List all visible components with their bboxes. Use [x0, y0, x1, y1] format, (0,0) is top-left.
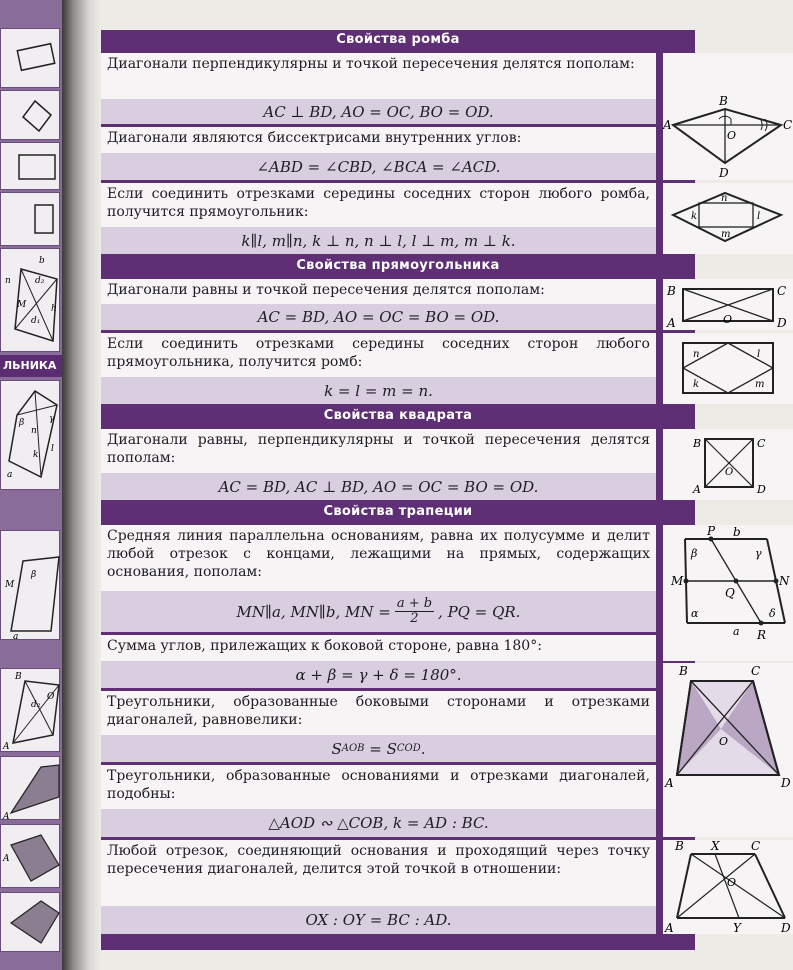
side-label-k: k	[691, 211, 698, 222]
vertex-label-b: B	[679, 664, 688, 678]
trapezoid-segment-box	[663, 840, 793, 934]
rectangle-property-1-formula: AC = BD, AO = OC = BO = OD.	[101, 304, 656, 330]
vertex-label-d: D	[757, 483, 766, 496]
area-end: .	[420, 739, 426, 758]
trapezoid-property-2-text: Сумма углов, прилежащих к боковой стороне, равна 180°:	[101, 635, 656, 661]
trapezoid-equal-areas-diagram	[663, 663, 793, 837]
rectangle-property-2-formula: k = l = m = n.	[101, 377, 656, 404]
base-label-b: b	[733, 525, 741, 539]
section-title-rectangle: Свойства прямоугольника	[101, 256, 695, 276]
base-label-a: a	[733, 625, 740, 638]
square-property-1-text: Диагонали равны, перпендикулярны и точкой пересечения делятся пополам:	[101, 429, 656, 473]
left-figure-box	[0, 756, 60, 820]
fraction-numerator: a + b	[396, 596, 433, 611]
left-figure-box	[0, 668, 60, 752]
trapezoid-property-5-text: Любой отрезок, соединяющий основания и проходящий через точку пересечения диагоналей, делится этой точкой в отношении:	[101, 840, 656, 906]
vertex-label-d: D	[777, 316, 787, 330]
vertex-label-d: D	[781, 921, 791, 935]
left-page-band	[0, 0, 62, 970]
vertex-label-a: A	[693, 483, 701, 496]
left-figure-box	[0, 892, 60, 952]
area-subscript-cod: COD	[396, 743, 421, 754]
left-label: a	[7, 470, 13, 480]
section-title-rhombus: Свойства ромба	[101, 30, 695, 50]
vertex-label-a: A	[665, 921, 674, 935]
midline-fraction	[395, 597, 434, 626]
left-figure-quadrilateral	[1, 249, 59, 351]
left-figure-parallelogram	[1, 91, 59, 139]
left-label: β	[31, 570, 37, 580]
trapezoid-property-1-formula	[101, 591, 656, 632]
rectangle-property-1-text: Диагонали равны и точкой пересечения делятся пополам:	[101, 279, 656, 304]
center-label-o: O	[727, 129, 737, 142]
rectangle-midpoints-diagram	[663, 333, 793, 404]
vertex-label-c: C	[751, 664, 761, 678]
trapezoid-midline-diagram	[663, 525, 793, 661]
trapezoid-property-4-formula: △AOD ∾ △COB, k = AD : BC.	[101, 809, 656, 837]
left-figure-kite	[1, 381, 59, 489]
vertex-label-d: D	[719, 166, 729, 180]
point-label-n: N	[779, 574, 790, 588]
rhombus-diagram-box	[663, 53, 793, 180]
left-figure-box	[0, 248, 60, 352]
point-label-y: Y	[733, 921, 741, 935]
point-label-r: R	[757, 628, 767, 642]
vertex-label-b: B	[675, 839, 684, 853]
point-label-m: M	[671, 574, 684, 588]
area-subscript-aob: AOB	[341, 743, 365, 754]
rhombus-property-2-text: Диагонали являются биссектрисами внутренних углов:	[101, 127, 656, 153]
center-label-o: O	[723, 313, 733, 326]
left-figure-shaded-1	[1, 757, 59, 822]
trapezoid-equal-areas-box	[663, 663, 793, 837]
left-label: d₁	[31, 316, 41, 326]
vertex-label-c: C	[783, 118, 793, 132]
area-equals: = S	[364, 739, 397, 758]
vertex-label-b: B	[667, 284, 676, 298]
point-label-x: X	[711, 839, 720, 853]
angle-label-alpha: α	[691, 607, 699, 620]
side-label-m: m	[755, 379, 765, 390]
left-label: β	[19, 418, 25, 428]
section-title-square: Свойства квадрата	[101, 406, 695, 426]
rhombus-property-1-formula: AC ⊥ BD, AO = OC, BO = OD.	[101, 99, 656, 124]
trapezoid-property-1-text: Средняя линия параллельна основаниям, равна их полусумме и делит любой отрезок с концами, лежащими на прямых, содержащих основания, пополам:	[101, 525, 656, 591]
side-label-l: l	[757, 211, 761, 222]
vertex-label-a: A	[667, 316, 676, 330]
rhombus-midpoints-box	[663, 183, 793, 254]
section-title-trapezoid: Свойства трапеции	[101, 502, 695, 522]
side-label-n: n	[721, 193, 728, 204]
trapezoid-midline-box	[663, 525, 793, 661]
vertex-label-b: B	[719, 94, 728, 108]
square-diagram-box	[663, 429, 793, 500]
left-figure-square	[1, 193, 59, 245]
angle-label-gamma: γ	[755, 547, 762, 560]
left-figure-box	[0, 90, 60, 140]
left-label: a	[13, 632, 19, 642]
left-label: A	[3, 854, 10, 864]
left-label: B	[15, 672, 22, 682]
left-figure-box	[0, 530, 60, 640]
trapezoid-property-5-formula: OX : OY = BC : AD.	[101, 906, 656, 934]
center-label-o: O	[725, 467, 734, 478]
center-label-o: O	[727, 876, 737, 889]
left-label: A	[3, 812, 10, 822]
square-property-1-formula: AC = BD, AC ⊥ BD, AO = OC = BO = OD.	[101, 473, 656, 500]
fraction-denominator: 2	[410, 611, 419, 626]
left-figure-shaded-3	[1, 893, 59, 951]
left-figure-box	[0, 142, 60, 190]
left-label: A	[3, 742, 10, 752]
rhombus-diagonals-diagram	[663, 53, 793, 180]
vertex-label-c: C	[777, 284, 787, 298]
rhombus-property-3-formula: k∥l, m∥n, k ⊥ n, n ⊥ l, l ⊥ m, m ⊥ k.	[101, 227, 656, 254]
vertex-label-c: C	[757, 437, 766, 450]
left-label: n	[31, 426, 37, 436]
left-figure-shaded-2	[1, 825, 59, 887]
trapezoid-segment-diagram	[663, 840, 793, 934]
side-label-l: l	[757, 349, 761, 360]
trapezoid-property-2-formula: α + β = γ + δ = 180°.	[101, 661, 656, 688]
left-label: n	[5, 276, 11, 286]
left-label: d₂	[35, 276, 45, 286]
midline-formula-start: MN∥a, MN∥b, MN =	[236, 602, 391, 621]
left-figure-rectangle-2	[1, 143, 59, 189]
rectangle-midpoints-box	[663, 333, 793, 404]
square-diagonals-diagram	[663, 429, 793, 500]
left-figure-parallelogram-2	[1, 531, 59, 642]
vertex-label-c: C	[751, 839, 761, 853]
trapezoid-property-3-text: Треугольники, образованные боковыми сторонами и отрезками диагоналей, равновелики:	[101, 691, 656, 735]
vertex-label-b: B	[693, 437, 702, 450]
properties-table	[101, 30, 793, 950]
vertex-label-d: D	[781, 776, 791, 790]
rectangle-diagonals-diagram	[663, 279, 793, 330]
trapezoid-property-4-text: Треугольники, образованные основаниями и отрезками диагоналей, подобны:	[101, 765, 656, 809]
rectangle-property-2-text: Если соединить отрезками середины соседних сторон любого прямоугольника, получится ромб:	[101, 333, 656, 377]
book-gutter	[62, 0, 100, 970]
angle-label-delta: δ	[769, 607, 776, 620]
angle-label-beta: β	[691, 547, 698, 560]
rhombus-midpoints-diagram	[663, 183, 793, 254]
area-symbol: S	[331, 739, 342, 758]
left-label: l	[51, 444, 54, 454]
left-label: d₂	[31, 700, 41, 710]
left-label: k	[33, 450, 39, 460]
left-figure-quadrilateral-2	[1, 669, 59, 751]
left-label: b	[39, 256, 45, 266]
left-figure-box	[0, 380, 60, 490]
point-label-q: Q	[725, 586, 735, 600]
point-label-p: P	[707, 524, 716, 538]
left-page-edge	[0, 0, 70, 970]
left-label: h	[51, 304, 57, 314]
side-label-n: n	[693, 349, 700, 360]
left-figure-box	[0, 28, 60, 88]
left-figure-box	[0, 192, 60, 246]
left-section-heading: ЛЬНИКА	[0, 355, 62, 377]
side-label-m: m	[721, 229, 731, 240]
rhombus-property-2-formula: ∠ABD = ∠CBD, ∠BCA = ∠ACD.	[101, 153, 656, 180]
left-figure-box	[0, 824, 60, 888]
trapezoid-property-3-formula	[101, 735, 656, 762]
midline-formula-end: , PQ = QR.	[438, 602, 521, 621]
left-label: O	[47, 692, 55, 702]
center-label-o: O	[719, 735, 729, 748]
left-label: γ	[49, 414, 55, 424]
rhombus-property-3-text: Если соединить отрезками середины соседних сторон любого ромба, получится прямоугольник:	[101, 183, 656, 227]
vertex-label-a: A	[663, 118, 672, 132]
left-label: M	[17, 300, 27, 310]
side-label-k: k	[693, 379, 700, 390]
rhombus-property-1-text: Диагонали перпендикулярны и точкой пересечения делятся пополам:	[101, 53, 656, 99]
rectangle-diagram-box	[663, 279, 793, 330]
left-label: M	[5, 580, 15, 590]
vertex-label-a: A	[665, 776, 674, 790]
left-figure-rectangle	[1, 29, 59, 87]
